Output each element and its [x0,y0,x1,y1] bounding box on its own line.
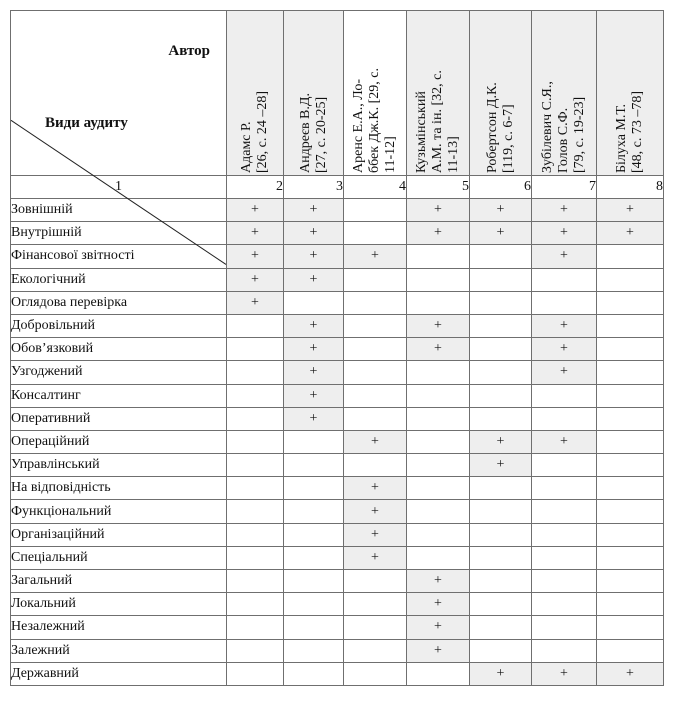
table-row [11,291,664,314]
mark-cell: + [470,430,532,453]
mark-cell [597,593,664,616]
author-citation [614,13,646,173]
mark-cell [284,593,344,616]
table-row [11,245,664,268]
mark-cell: + [284,314,344,337]
mark-cell [532,616,597,639]
author-header-cell [470,11,532,176]
table-row [11,570,664,593]
mark-cell [470,570,532,593]
mark-cell [407,430,470,453]
table-row [11,477,664,500]
mark-cell [407,500,470,523]
audit-type-label: Добровільний [11,314,227,337]
column-number: 8 [597,176,664,199]
mark-cell: + [407,222,470,245]
corner-cell [11,11,227,176]
mark-cell [344,454,407,477]
mark-cell [532,407,597,430]
author-citation [298,13,330,173]
mark-cell [470,268,532,291]
author-header-cell [597,11,664,176]
column-number: 4 [344,176,407,199]
audit-type-label: Екологічний [11,268,227,291]
mark-cell [227,523,284,546]
mark-cell [407,523,470,546]
mark-cell: + [344,546,407,569]
mark-cell [532,454,597,477]
mark-cell: + [532,430,597,453]
mark-cell [344,314,407,337]
audit-type-label: Спеціальний [11,546,227,569]
column-number: 7 [532,176,597,199]
column-number: 3 [284,176,344,199]
mark-cell [344,593,407,616]
table-row [11,384,664,407]
mark-cell [597,268,664,291]
mark-cell: + [344,477,407,500]
audit-type-label: Фінансової звітності [11,245,227,268]
mark-cell: + [284,384,344,407]
audit-types-table [10,10,664,686]
mark-cell [227,500,284,523]
mark-cell [470,338,532,361]
mark-cell [597,546,664,569]
author-citation-line: 11-13] [446,136,461,173]
author-citation-line: ббек Дж.К. [29, с. [367,67,382,173]
mark-cell [344,268,407,291]
table-row [11,593,664,616]
mark-cell [227,662,284,685]
author-citation [414,13,462,173]
mark-cell [344,662,407,685]
mark-cell [470,523,532,546]
mark-cell: + [532,338,597,361]
mark-cell: + [284,199,344,222]
mark-cell: + [407,616,470,639]
mark-cell [407,291,470,314]
audit-type-label: Консалтинг [11,384,227,407]
mark-cell [344,338,407,361]
table-row [11,199,664,222]
mark-cell: + [227,245,284,268]
mark-cell [284,523,344,546]
mark-cell: + [597,222,664,245]
mark-cell [597,291,664,314]
audit-types-header-label: Види аудиту [45,115,128,131]
mark-cell: + [407,314,470,337]
author-citation [485,13,517,173]
mark-cell [284,662,344,685]
audit-type-label: Залежний [11,639,227,662]
mark-cell [227,546,284,569]
mark-cell [407,407,470,430]
mark-cell: + [532,314,597,337]
column-number: 6 [470,176,532,199]
mark-cell [597,314,664,337]
mark-cell: + [227,291,284,314]
author-citation-line: [119, с. 6-7] [500,104,516,173]
audit-type-label: Загальний [11,570,227,593]
mark-cell [344,199,407,222]
author-citation-line: Робертсон Д.К. [484,82,500,173]
mark-cell [227,639,284,662]
mark-cell: + [597,199,664,222]
table-row [11,639,664,662]
mark-cell: + [407,199,470,222]
mark-cell: + [407,639,470,662]
audit-type-label: Локальний [11,593,227,616]
table-row [11,268,664,291]
mark-cell [470,407,532,430]
mark-cell: + [532,245,597,268]
mark-cell [407,662,470,685]
mark-cell [597,570,664,593]
mark-cell [470,546,532,569]
mark-cell [227,407,284,430]
mark-cell [227,430,284,453]
audit-type-label: Внутрішній [11,222,227,245]
mark-cell [470,593,532,616]
table-row [11,662,664,685]
mark-cell [227,361,284,384]
mark-cell [470,291,532,314]
mark-cell: + [344,500,407,523]
mark-cell [597,454,664,477]
author-citation-line: Кузьмінський [414,91,429,173]
table-row [11,314,664,337]
mark-cell [407,268,470,291]
audit-type-label: На відповідність [11,477,227,500]
mark-cell [597,523,664,546]
mark-cell [470,384,532,407]
author-header-label: Автор [168,43,210,59]
mark-cell [597,361,664,384]
mark-cell [407,245,470,268]
mark-cell: + [284,268,344,291]
author-header-cell [284,11,344,176]
mark-cell: + [284,361,344,384]
mark-cell [407,477,470,500]
mark-cell: + [407,570,470,593]
mark-cell [532,500,597,523]
table-row [11,616,664,639]
mark-cell [344,407,407,430]
mark-cell [284,291,344,314]
author-citation-line: Адамс Р. [239,121,254,173]
mark-cell [532,639,597,662]
mark-cell [597,430,664,453]
mark-cell: + [532,222,597,245]
table-row [11,361,664,384]
audit-type-label: Організаційний [11,523,227,546]
mark-cell [597,384,664,407]
mark-cell [532,477,597,500]
column-number-row [11,176,664,199]
author-citation-line: 11-12] [383,136,398,173]
mark-cell: + [470,454,532,477]
audit-type-label: Державний [11,662,227,685]
author-header-cell [344,11,407,176]
audit-type-label: Операційний [11,430,227,453]
author-citation-line: Білуха М.Т. [614,103,629,173]
mark-cell [597,477,664,500]
author-citation [351,13,399,173]
mark-cell: + [532,199,597,222]
mark-cell: + [344,245,407,268]
mark-cell: + [284,407,344,430]
author-citation-line: [27, с. 20-25] [313,96,329,173]
mark-cell: + [532,662,597,685]
mark-cell [532,570,597,593]
table-row [11,222,664,245]
mark-cell [227,338,284,361]
author-header-cell [407,11,470,176]
mark-cell: + [227,199,284,222]
author-citation-line: [48, с. 73 –78] [630,90,645,173]
mark-cell: + [284,338,344,361]
mark-cell [407,361,470,384]
author-citation [540,13,588,173]
mark-cell [597,500,664,523]
column-number: 2 [227,176,284,199]
mark-cell [470,616,532,639]
mark-cell [532,523,597,546]
table-row [11,546,664,569]
mark-cell [470,639,532,662]
mark-cell [227,616,284,639]
audit-type-label: Функціональний [11,500,227,523]
audit-type-label: Зовнішній [11,199,227,222]
table-row [11,407,664,430]
mark-cell: + [470,199,532,222]
mark-cell [284,616,344,639]
mark-cell [532,593,597,616]
author-citation-line: [26, с. 24 –28] [255,90,270,173]
mark-cell [227,593,284,616]
audit-type-label: Оперативний [11,407,227,430]
mark-cell [284,454,344,477]
column-number: 1 [11,176,227,199]
author-citation-line: Голов С.Ф. [556,107,571,173]
mark-cell [470,477,532,500]
mark-cell [344,291,407,314]
mark-cell: + [227,268,284,291]
mark-cell [407,454,470,477]
mark-cell: + [344,430,407,453]
author-header-cell [532,11,597,176]
mark-cell [344,361,407,384]
table-row [11,338,664,361]
mark-cell: + [532,361,597,384]
mark-cell [532,268,597,291]
mark-cell [532,384,597,407]
mark-cell [227,570,284,593]
mark-cell [284,546,344,569]
mark-cell [597,245,664,268]
mark-cell [470,361,532,384]
mark-cell [344,222,407,245]
mark-cell: + [407,593,470,616]
mark-cell [284,477,344,500]
mark-cell [284,639,344,662]
table-row [11,430,664,453]
mark-cell [284,570,344,593]
audit-type-label: Оглядова перевірка [11,291,227,314]
mark-cell [407,384,470,407]
mark-cell [227,314,284,337]
author-citation [239,13,271,173]
mark-cell: + [470,662,532,685]
mark-cell [597,407,664,430]
mark-cell [470,245,532,268]
mark-cell [227,477,284,500]
mark-cell [532,546,597,569]
table-row [11,454,664,477]
mark-cell: + [284,222,344,245]
mark-cell [597,639,664,662]
mark-cell: + [407,338,470,361]
corner-diagonal [11,11,226,175]
mark-cell: + [227,222,284,245]
mark-cell [344,570,407,593]
mark-cell: + [597,662,664,685]
mark-cell [407,546,470,569]
header-row [11,11,664,176]
mark-cell [470,314,532,337]
table-row [11,500,664,523]
author-header-cell [227,11,284,176]
audit-type-label: Узгоджений [11,361,227,384]
mark-cell [344,384,407,407]
mark-cell [597,616,664,639]
mark-cell [597,338,664,361]
mark-cell [470,500,532,523]
mark-cell [284,430,344,453]
audit-type-label: Обов’язковий [11,338,227,361]
author-citation-line: Аренс Е.А., Ло- [351,78,366,173]
mark-cell: + [284,245,344,268]
mark-cell [532,291,597,314]
mark-cell: + [344,523,407,546]
mark-cell [344,616,407,639]
author-citation-line: Андреєв В.Д. [297,93,313,173]
column-number: 5 [407,176,470,199]
author-citation-line: Зубілевич С.Я., [540,81,555,173]
mark-cell [284,500,344,523]
table-row [11,523,664,546]
mark-cell [344,639,407,662]
author-citation-line: [79, с. 19-23] [572,96,587,173]
author-citation-line: А.М. та ін. [32, с. [430,70,445,173]
audit-type-label: Управлінський [11,454,227,477]
mark-cell [227,454,284,477]
mark-cell: + [470,222,532,245]
mark-cell [227,384,284,407]
audit-type-label: Незалежний [11,616,227,639]
